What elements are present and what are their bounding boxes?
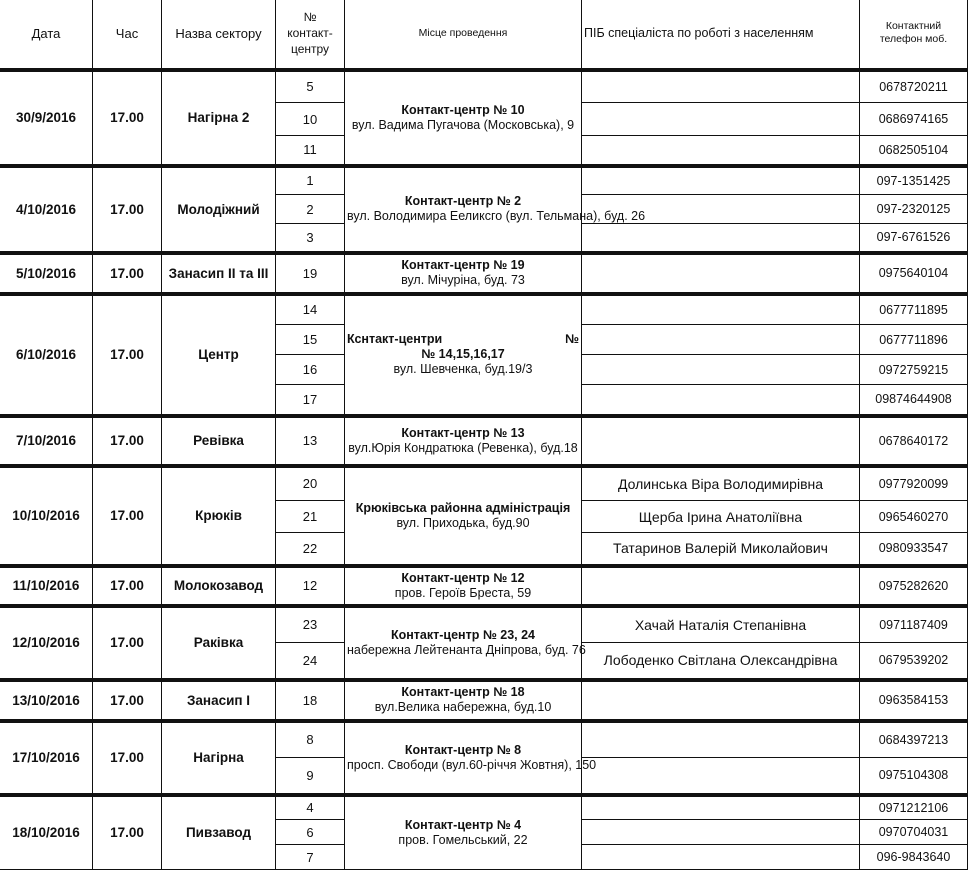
place-address: просп. Свободи (вул.60-річчя Жовтня), 150 bbox=[347, 757, 597, 772]
place-title: Контакт-центр № 4 bbox=[404, 817, 522, 832]
center-number: 7 bbox=[276, 845, 345, 870]
place-address: вул. Мічуріна, буд. 73 bbox=[401, 273, 525, 287]
table-row bbox=[0, 166, 968, 195]
event-date: 4/10/2016 bbox=[0, 166, 93, 253]
specialist-name bbox=[582, 325, 860, 355]
event-group bbox=[0, 253, 968, 294]
event-place bbox=[345, 294, 582, 416]
phone-number: 0677711896 bbox=[860, 325, 968, 355]
sector-name: Раківка bbox=[162, 606, 276, 680]
specialist-name bbox=[582, 166, 860, 195]
place-title-line2: № 14,15,16,17 bbox=[421, 347, 505, 361]
phone-number: 097-6761526 bbox=[860, 224, 968, 253]
header-place: Місце проведення bbox=[345, 0, 582, 70]
event-date: 17/10/2016 bbox=[0, 721, 93, 795]
event-time: 17.00 bbox=[93, 566, 162, 606]
table-row bbox=[0, 466, 968, 501]
specialist-name bbox=[582, 680, 860, 721]
table-row bbox=[0, 680, 968, 721]
event-time: 17.00 bbox=[93, 70, 162, 166]
specialist-name bbox=[582, 795, 860, 820]
event-group bbox=[0, 466, 968, 566]
sector-name: Занасип ІІ та ІІІ bbox=[162, 253, 276, 294]
sector-name: Крюків bbox=[162, 466, 276, 566]
sector-name: Нагірна bbox=[162, 721, 276, 795]
event-group bbox=[0, 566, 968, 606]
header-number-line: контакт- bbox=[287, 26, 333, 41]
event-place bbox=[345, 253, 582, 294]
place-address: пров. Героїв Бреста, 59 bbox=[394, 585, 532, 600]
specialist-name bbox=[582, 758, 860, 795]
specialist-name bbox=[582, 294, 860, 325]
event-place bbox=[345, 166, 646, 253]
sector-name: Ревівка bbox=[162, 416, 276, 466]
place-title: Контакт-центр № 23, 24 bbox=[390, 627, 535, 642]
event-time: 17.00 bbox=[93, 294, 162, 416]
header-row bbox=[0, 0, 968, 70]
event-group bbox=[0, 166, 968, 253]
center-number: 18 bbox=[276, 680, 345, 721]
place-address: набережна Лейтенанта Дніпрова, буд. 76 bbox=[347, 642, 586, 657]
phone-number: 0678640172 bbox=[860, 416, 968, 466]
table-row bbox=[0, 253, 968, 294]
event-date: 30/9/2016 bbox=[0, 70, 93, 166]
event-place bbox=[345, 795, 582, 870]
specialist-name bbox=[582, 70, 860, 103]
event-time: 17.00 bbox=[93, 795, 162, 870]
phone-number: 0686974165 bbox=[860, 103, 968, 136]
phone-number: 0972759215 bbox=[860, 355, 968, 385]
phone-number: 0975104308 bbox=[860, 758, 968, 795]
center-number: 22 bbox=[276, 533, 345, 566]
place-title: Контакт-центр № 18 bbox=[401, 685, 525, 699]
event-place bbox=[345, 721, 597, 795]
event-place bbox=[345, 606, 586, 680]
specialist-name bbox=[582, 416, 860, 466]
specialist-name bbox=[582, 385, 860, 416]
phone-number: 0970704031 bbox=[860, 820, 968, 845]
event-group bbox=[0, 70, 968, 166]
place-address: вул.Велика набережна, буд.10 bbox=[374, 700, 552, 714]
center-number: 24 bbox=[276, 643, 345, 680]
phone-number: 097-1351425 bbox=[860, 166, 968, 195]
specialist-name bbox=[582, 136, 860, 166]
specialist-name bbox=[582, 224, 860, 253]
place-title: Контакт-центр № 10 bbox=[401, 102, 525, 117]
event-place bbox=[345, 566, 582, 606]
phone-number: 0678720211 bbox=[860, 70, 968, 103]
phone-number: 0980933547 bbox=[860, 533, 968, 566]
phone-number: 09874644908 bbox=[860, 385, 968, 416]
center-number: 8 bbox=[276, 721, 345, 758]
header-number-line: № bbox=[303, 10, 317, 25]
event-place bbox=[345, 680, 582, 721]
specialist-name bbox=[582, 820, 860, 845]
center-number: 4 bbox=[276, 795, 345, 820]
center-number: 19 bbox=[276, 253, 345, 294]
phone-number: 0971187409 bbox=[860, 606, 968, 643]
center-number: 11 bbox=[276, 136, 345, 166]
center-number: 21 bbox=[276, 501, 345, 533]
event-time: 17.00 bbox=[93, 606, 162, 680]
phone-number: 0975640104 bbox=[860, 253, 968, 294]
table-row bbox=[0, 416, 968, 466]
event-date: 7/10/2016 bbox=[0, 416, 93, 466]
center-number: 14 bbox=[276, 294, 345, 325]
header-number-line: центру bbox=[290, 42, 330, 57]
specialist-name bbox=[582, 845, 860, 870]
place-title: Контакт-центр № 8 bbox=[404, 742, 522, 757]
place-title: Крюківська районна адміністрація bbox=[355, 500, 571, 515]
header-time: Час bbox=[93, 0, 162, 70]
event-date: 18/10/2016 bbox=[0, 795, 93, 870]
specialist-name bbox=[582, 253, 860, 294]
event-date: 12/10/2016 bbox=[0, 606, 93, 680]
specialist-name: Щерба Ірина Анатоліївна bbox=[582, 501, 860, 533]
specialist-name bbox=[582, 721, 860, 758]
event-time: 17.00 bbox=[93, 680, 162, 721]
place-title: Контакт-центр № 12 bbox=[401, 570, 525, 585]
header-date: Дата bbox=[0, 0, 93, 70]
specialist-name bbox=[582, 355, 860, 385]
center-number: 17 bbox=[276, 385, 345, 416]
sector-name: Центр bbox=[162, 294, 276, 416]
event-time: 17.00 bbox=[93, 721, 162, 795]
sector-name: Молодіжний bbox=[162, 166, 276, 253]
center-number: 3 bbox=[276, 224, 345, 253]
center-number: 16 bbox=[276, 355, 345, 385]
sector-name: Занасип І bbox=[162, 680, 276, 721]
phone-number: 0965460270 bbox=[860, 501, 968, 533]
header-phone bbox=[860, 0, 968, 70]
place-title: Контакт-центр № 2 bbox=[404, 194, 522, 208]
place-address: пров. Гомельський, 22 bbox=[398, 832, 528, 847]
table-row bbox=[0, 721, 968, 758]
specialist-name: Долинська Віра Володимирівна bbox=[582, 466, 860, 501]
center-number: 1 bbox=[276, 166, 345, 195]
event-date: 10/10/2016 bbox=[0, 466, 93, 566]
place-address: вул. Шевченка, буд.19/3 bbox=[393, 362, 533, 376]
phone-number: 0963584153 bbox=[860, 680, 968, 721]
event-place bbox=[345, 70, 582, 166]
phone-number: 0971212106 bbox=[860, 795, 968, 820]
sector-name: Молокозавод bbox=[162, 566, 276, 606]
header-specialist: ПІБ спеціаліста по роботі з населенням bbox=[582, 0, 860, 70]
center-number: 2 bbox=[276, 195, 345, 224]
phone-number: 0975282620 bbox=[860, 566, 968, 606]
table-row bbox=[0, 566, 968, 606]
specialist-name: Хачай Наталія Степанівна bbox=[582, 606, 860, 643]
header-center-number bbox=[276, 0, 345, 70]
header-phone-line: телефон моб. bbox=[879, 33, 948, 46]
center-number: 5 bbox=[276, 70, 345, 103]
event-time: 17.00 bbox=[93, 466, 162, 566]
event-group bbox=[0, 680, 968, 721]
phone-number: 0977920099 bbox=[860, 466, 968, 501]
phone-number: 0677711895 bbox=[860, 294, 968, 325]
sector-name: Нагірна 2 bbox=[162, 70, 276, 166]
table-row bbox=[0, 795, 968, 820]
table-row bbox=[0, 606, 968, 643]
event-date: 5/10/2016 bbox=[0, 253, 93, 294]
header-sector: Назва сектору bbox=[162, 0, 276, 70]
center-number: 13 bbox=[276, 416, 345, 466]
event-time: 17.00 bbox=[93, 253, 162, 294]
event-place bbox=[345, 466, 582, 566]
place-title: Контакт-центр № 19 bbox=[401, 258, 525, 272]
phone-number: 097-2320125 bbox=[860, 195, 968, 224]
event-date: 11/10/2016 bbox=[0, 566, 93, 606]
event-group bbox=[0, 294, 968, 416]
sector-name: Пивзавод bbox=[162, 795, 276, 870]
specialist-name bbox=[582, 566, 860, 606]
event-date: 13/10/2016 bbox=[0, 680, 93, 721]
phone-number: 0679539202 bbox=[860, 643, 968, 680]
center-number: 9 bbox=[276, 758, 345, 795]
phone-number: 0682505104 bbox=[860, 136, 968, 166]
event-place bbox=[345, 416, 582, 466]
specialist-name: Лободенко Світлана Олександрівна bbox=[582, 643, 860, 680]
event-group bbox=[0, 721, 968, 795]
header-phone-line: Контактний bbox=[885, 20, 942, 33]
place-address: вул. Вадима Пугачова (Московська), 9 bbox=[351, 117, 575, 132]
event-time: 17.00 bbox=[93, 166, 162, 253]
center-number: 10 bbox=[276, 103, 345, 136]
center-number: 20 bbox=[276, 466, 345, 501]
table-row bbox=[0, 70, 968, 103]
place-address: вул.Юрія Кондратюка (Ревенка), буд.18 bbox=[348, 440, 578, 455]
phone-number: 096-9843640 bbox=[860, 845, 968, 870]
event-group bbox=[0, 795, 968, 870]
place-title: Контакт-центр № 13 bbox=[401, 425, 525, 440]
event-time: 17.00 bbox=[93, 416, 162, 466]
specialist-name bbox=[582, 103, 860, 136]
center-number: 6 bbox=[276, 820, 345, 845]
table-row bbox=[0, 294, 968, 325]
specialist-name: Татаринов Валерій Миколайович bbox=[582, 533, 860, 566]
center-number: 23 bbox=[276, 606, 345, 643]
event-group bbox=[0, 416, 968, 466]
place-address: вул. Приходька, буд.90 bbox=[396, 515, 530, 530]
place-title: Кснтакт-центри № bbox=[347, 332, 579, 346]
event-date: 6/10/2016 bbox=[0, 294, 93, 416]
phone-number: 0684397213 bbox=[860, 721, 968, 758]
center-number: 15 bbox=[276, 325, 345, 355]
center-number: 12 bbox=[276, 566, 345, 606]
place-address: вул. Володимира Ееликсго (вул. Тельмана), буд. 26 bbox=[347, 209, 646, 223]
event-group bbox=[0, 606, 968, 680]
